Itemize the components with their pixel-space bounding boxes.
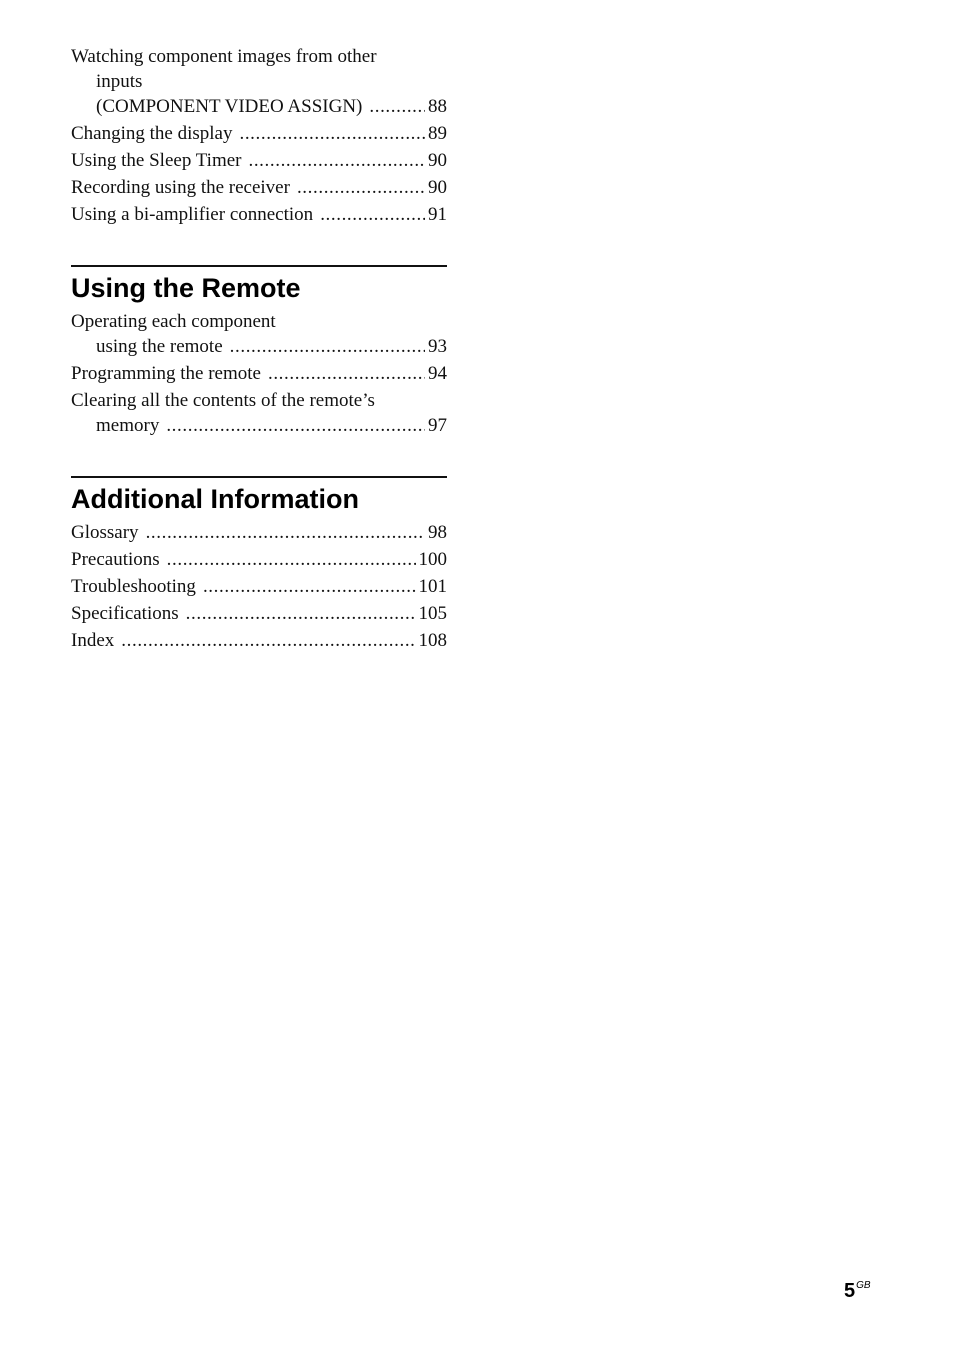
toc-entry-row	[71, 334, 447, 359]
toc-entry-component-video-assign[interactable]	[71, 44, 447, 119]
toc-entry-row	[71, 574, 447, 599]
leader-dots	[320, 202, 425, 227]
toc-entry-label: Using a bi-amplifier connection	[71, 204, 314, 225]
toc-entry-page: 94	[428, 363, 447, 384]
toc-continued-group	[71, 44, 447, 227]
leader-dots	[268, 361, 425, 386]
toc-entry-row	[71, 547, 447, 572]
leader-dots	[230, 334, 425, 359]
toc-entry-page: 93	[428, 336, 447, 357]
toc-entry-label: Index	[71, 630, 115, 651]
toc-entry-programming-remote[interactable]	[71, 361, 447, 386]
toc-entry-label: memory	[96, 415, 160, 436]
toc-entry-row	[71, 94, 447, 119]
toc-entry-line: Watching component images from other	[71, 46, 377, 67]
toc-entry-glossary[interactable]	[71, 520, 447, 545]
toc-entry-label: Using the Sleep Timer	[71, 150, 242, 171]
leader-dots	[203, 574, 416, 599]
leader-dots	[167, 547, 416, 572]
toc-entry-row	[71, 601, 447, 626]
toc-entry-page: 98	[428, 522, 447, 543]
toc-entry-page: 90	[428, 150, 447, 171]
toc-entry-row	[71, 121, 447, 146]
section-heading: Using the Remote	[71, 273, 301, 303]
toc-entry-bi-amplifier[interactable]	[71, 202, 447, 227]
toc-entry-page: 100	[418, 549, 447, 570]
toc-entry-sleep-timer[interactable]	[71, 148, 447, 173]
toc-entry-page: 89	[428, 123, 447, 144]
toc-entry-line: inputs	[96, 71, 143, 92]
toc-entry-label: (COMPONENT VIDEO ASSIGN)	[96, 96, 363, 117]
toc-entry-recording[interactable]	[71, 175, 447, 200]
leader-dots	[369, 94, 425, 119]
toc-entry-line: Clearing all the contents of the remote’s	[71, 390, 375, 411]
toc-entry-index[interactable]	[71, 628, 447, 653]
toc-entry-row	[71, 202, 447, 227]
toc-entry-row	[71, 628, 447, 653]
toc-entry-page: 108	[418, 630, 447, 651]
toc-entry-changing-display[interactable]	[71, 121, 447, 146]
toc-entry-row	[71, 361, 447, 386]
leader-dots	[297, 175, 425, 200]
toc-entry-page: 91	[428, 204, 447, 225]
toc-entry-row	[71, 520, 447, 545]
toc-entry-label: Troubleshooting	[71, 576, 196, 597]
leader-dots	[186, 601, 416, 626]
toc-entry-label: Recording using the receiver	[71, 177, 290, 198]
toc-entry-row	[71, 175, 447, 200]
toc-entry-troubleshooting[interactable]	[71, 574, 447, 599]
page-number-value: 5	[844, 1280, 856, 1302]
toc-entry-label: Changing the display	[71, 123, 233, 144]
leader-dots	[166, 413, 425, 438]
toc-entry-label: Programming the remote	[71, 363, 261, 384]
toc-section-additional-information	[71, 476, 447, 653]
table-of-contents	[71, 44, 447, 655]
toc-entry-clearing-memory[interactable]	[71, 388, 447, 438]
toc-entry-page: 90	[428, 177, 447, 198]
toc-entry-label: using the remote	[96, 336, 223, 357]
page-number	[844, 1280, 871, 1303]
leader-dots	[239, 121, 425, 146]
toc-entry-page: 88	[428, 96, 447, 117]
toc-entry-precautions[interactable]	[71, 547, 447, 572]
toc-entry-label: Glossary	[71, 522, 139, 543]
toc-entry-page: 105	[418, 603, 447, 624]
toc-entry-row	[71, 413, 447, 438]
section-heading: Additional Information	[71, 484, 359, 514]
toc-entry-line: Operating each component	[71, 311, 276, 332]
leader-dots	[146, 520, 425, 545]
region-code: GB	[856, 1280, 871, 1291]
leader-dots	[248, 148, 425, 173]
toc-entry-label: Specifications	[71, 603, 179, 624]
toc-entry-page: 97	[428, 415, 447, 436]
toc-section-using-the-remote	[71, 265, 447, 438]
leader-dots	[121, 628, 415, 653]
toc-entry-row	[71, 148, 447, 173]
toc-entry-operating-component[interactable]	[71, 309, 447, 359]
toc-entry-page: 101	[418, 576, 447, 597]
toc-entry-label: Precautions	[71, 549, 160, 570]
toc-entry-specifications[interactable]	[71, 601, 447, 626]
